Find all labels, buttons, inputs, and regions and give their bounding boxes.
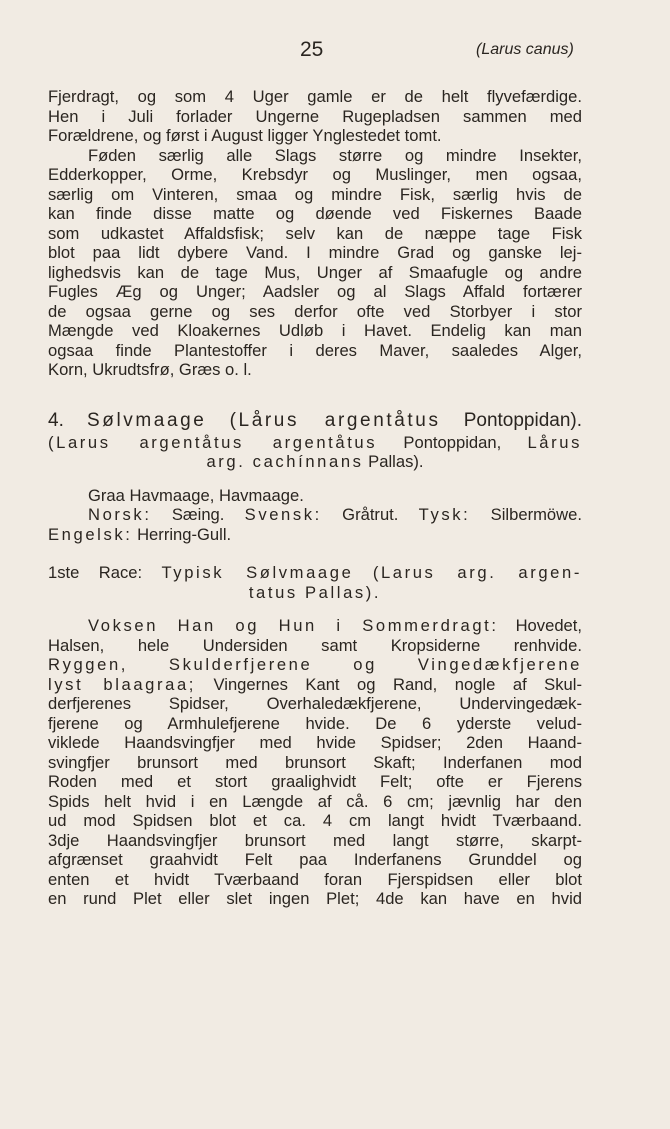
text-line: viklede Haandsvingfjer med hvide Spidser; 2den Haand- bbox=[48, 733, 582, 752]
text-line: derfjerenes Spidser, Overhaledækfjerene, Undervingedæk- bbox=[48, 694, 582, 713]
page-header bbox=[0, 38, 670, 66]
running-title: (Larus canus) bbox=[476, 41, 574, 58]
race-title-cont: tatus Pallas). bbox=[248, 582, 382, 602]
text-line: Forældrene, og først i August ligger Ynglestedet tomt. bbox=[48, 126, 442, 145]
species-title bbox=[48, 409, 582, 433]
body-text bbox=[48, 87, 582, 909]
text-line: ogsaa finde Plantestoffer i deres Maver, saaledes Alger, bbox=[48, 340, 582, 360]
paragraph-description bbox=[48, 616, 582, 909]
english-name: Engelsk: Herring-Gull. bbox=[48, 524, 232, 544]
text-line: 3dje Haandsvingfjer brunsort med langt større, skarpt- bbox=[48, 830, 582, 850]
page-number: 25 bbox=[300, 38, 324, 61]
text-line: ud mod Spidsen blot et ca. 4 cm langt hvidt Tværbaand. bbox=[48, 811, 582, 830]
text-line: de ogsaa gerne og ses derfor ofte ved Storbyer i stor bbox=[48, 301, 582, 321]
text-line: Voksen Han og Hun i Sommerdragt: Hovedet, bbox=[88, 616, 582, 635]
text-line: Føden særlig alle Slags større og mindre Insekter, bbox=[88, 145, 582, 165]
text-line: Roden med et stort graalighvidt Felt; ofte er Fjerens bbox=[48, 772, 582, 791]
foreign-names: Norsk: Sæing. Svensk: Gråtrut. Tysk: Silbermöwe. bbox=[88, 505, 582, 524]
text-line: Korn, Ukrudtsfrø, Græs o. l. bbox=[48, 360, 252, 379]
text-line: fjerene og Armhulefjerene hvide. De 6 yderste velud- bbox=[48, 713, 582, 733]
vernacular-names bbox=[48, 486, 582, 545]
species-name: Sølvmaage bbox=[86, 409, 207, 431]
text-line: særlig om Vinteren, smaa og mindre Fisk, særlig hvis de bbox=[48, 184, 582, 204]
text-line: Ryggen, Skulderfjerene og Vingedækfjerene bbox=[48, 655, 582, 674]
text-line: Fjerdragt, og som 4 Uger gamle er de helt flyvefærdige. bbox=[48, 87, 582, 106]
text-line: Halsen, hele Undersiden samt Kropsiderne renhvide. bbox=[48, 635, 582, 655]
text-line: kan finde disse matte og døende ved Fiskernes Baade bbox=[48, 204, 582, 223]
race-heading bbox=[48, 563, 582, 602]
species-number: 4. bbox=[48, 409, 64, 431]
text-line: Hen i Juli forlader Ungerne Rugepladsen sammen med bbox=[48, 106, 582, 126]
species-heading bbox=[48, 409, 582, 472]
race-title: 1ste Race: Typisk Sølvmaage (Larus arg. argen- bbox=[48, 563, 582, 582]
text-line: Mængde ved Kloakernes Udløb i Havet. Endelig kan man bbox=[48, 321, 582, 340]
paragraph-feeding bbox=[48, 87, 582, 380]
synonym-line: (Larus argentåtus argentåtus Pontoppidan, Lårus bbox=[48, 432, 582, 452]
text-line: enten et hvidt Tværbaand foran Fjerspidsen eller blot bbox=[48, 869, 582, 889]
text-line: lighedsvis kan de tage Mus, Unger af Smaafugle og andre bbox=[48, 262, 582, 282]
text-line: Spids helt hvid i en Længde af cå. 6 cm; jævnlig har den bbox=[48, 791, 582, 811]
text-line: lyst blaagraa; Vingernes Kant og Rand, nogle af Skul- bbox=[48, 674, 582, 694]
text-line: afgrænset graahvidt Felt paa Inderfanens Grunddel og bbox=[48, 850, 582, 869]
text-line: Fugles Æg og Unger; Aadsler og al Slags Affald fortærer bbox=[48, 282, 582, 301]
species-latin: (Lårus argentåtus bbox=[229, 409, 441, 431]
text-line: blot paa lidt dybere Vand. I mindre Grad og ganske lej- bbox=[48, 243, 582, 262]
synonym-line: arg. cachínnans Pallas). bbox=[206, 452, 424, 471]
species-author: Pontoppidan). bbox=[463, 409, 583, 431]
danish-names: Graa Havmaage, Havmaage. bbox=[88, 485, 304, 505]
text-line: en rund Plet eller slet ingen Plet; 4de kan have en hvid bbox=[48, 889, 582, 908]
text-line: Edderkopper, Orme, Krebsdyr og Muslinger, men ogsaa, bbox=[48, 165, 582, 184]
text-line: svingfjer brunsort med brunsort Skaft; Inderfanen mod bbox=[48, 752, 582, 772]
text-line: som udkastet Affaldsfisk; selv kan de næppe tage Fisk bbox=[48, 223, 582, 243]
